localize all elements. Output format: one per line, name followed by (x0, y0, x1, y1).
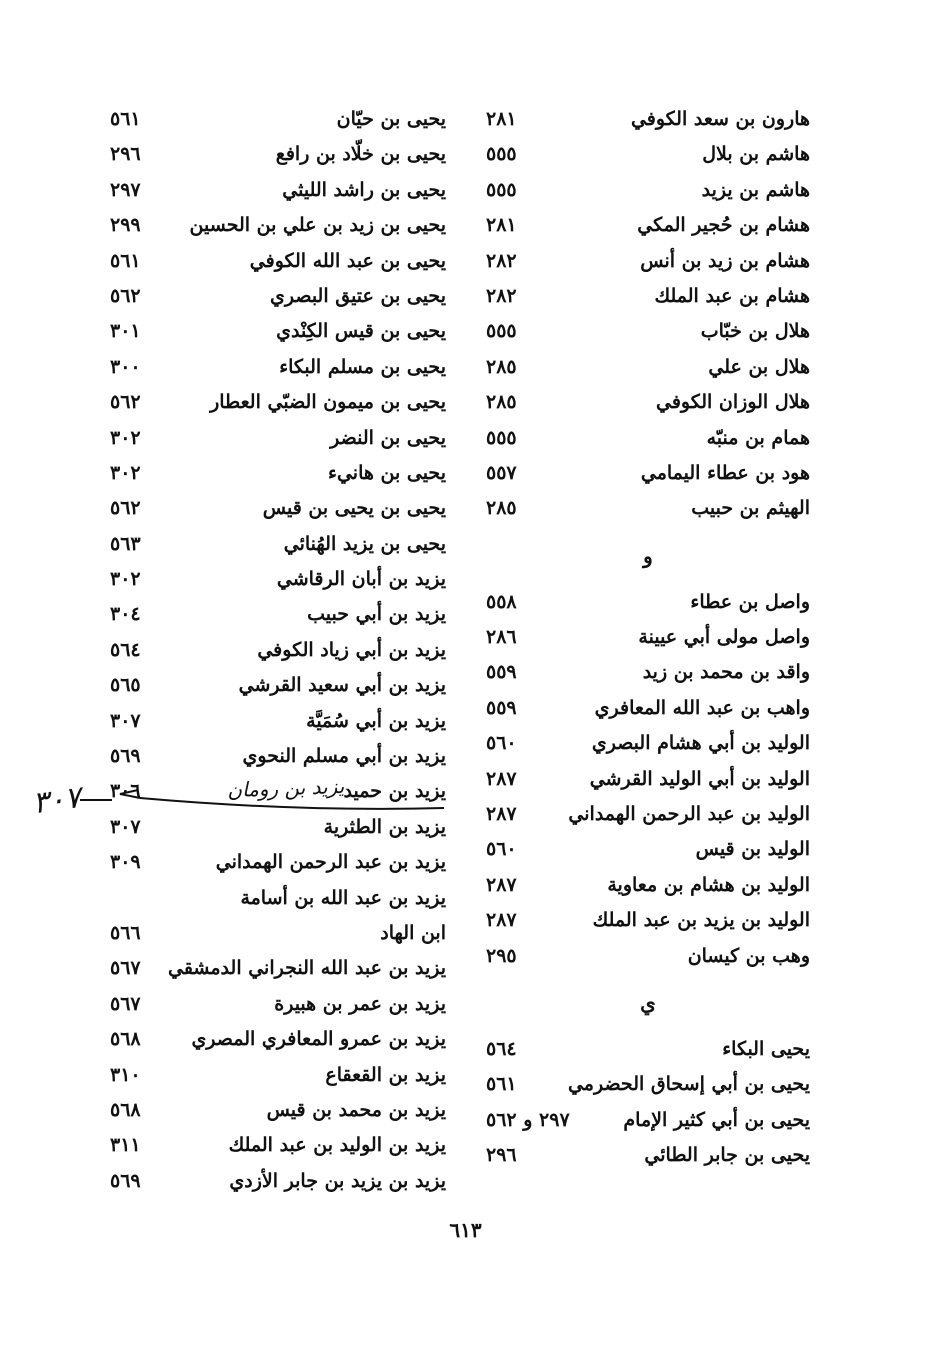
index-entry (110, 279, 446, 314)
index-entry (486, 421, 810, 456)
entry-page-number: ٥٥٥ (486, 320, 517, 343)
entry-name: يحيى بن جابر الطائي (644, 1144, 810, 1167)
entry-name: يزيد بن حميد (343, 780, 446, 803)
entry-page-number: ٢٩٧ (110, 178, 141, 201)
index-entry (110, 916, 446, 951)
entry-page-number: ٣٠١ (110, 320, 141, 343)
section-letter: و (643, 543, 653, 568)
entry-name: يحيى بن ميمون الضبّي العطار (210, 391, 446, 414)
entry-name: هلال بن خبّاب (700, 320, 810, 343)
entry-name: يزيد بن يزيد بن جابر الأزدي (229, 1169, 446, 1192)
entry-name: هشام بن حُجير المكي (637, 214, 810, 237)
index-entry (110, 1058, 446, 1093)
entry-name: يزيد بن عمرو المعافري المصري (191, 1028, 446, 1051)
entry-name: يحيى بن زيد بن علي بن الحسين (189, 214, 446, 237)
index-entry (110, 244, 446, 279)
entry-page-number: ٢٩٦ (486, 1144, 517, 1167)
entry-name: واقد بن محمد بن زيد (642, 661, 810, 684)
entry-page-number: ٥٦٢ (110, 497, 141, 520)
index-entry (110, 385, 446, 420)
page-number: ٦١٣ (449, 1218, 482, 1242)
entry-page-number: ٥٥٨ (486, 590, 517, 613)
entry-page-number: ٢٨٧ (486, 803, 517, 826)
index-entry (110, 102, 446, 137)
index-entry (486, 244, 810, 279)
entry-name: الوليد بن أبي هشام البصري (591, 732, 810, 755)
entry-name: الوليد بن هشام بن معاوية (607, 873, 810, 896)
entry-page-number: ٢٨١ (486, 214, 517, 237)
entry-name: يزيد بن عبد الله النجراني الدمشقي (167, 957, 446, 980)
entry-page-number: ٢٨٧ (486, 873, 517, 896)
entry-name: يحيى بن مسلم البكاء (279, 355, 446, 378)
entry-page-number: ٢٨٦ (486, 626, 517, 649)
index-entry (110, 137, 446, 172)
entry-page-number: ٢٨٢ (486, 249, 517, 272)
entry-page-number: ٥٦١ (486, 1073, 517, 1096)
entry-page-number: ٢٩٦ (110, 143, 141, 166)
entry-page-number: ٥٥٥ (486, 426, 517, 449)
entry-page-number: ٥٥٥ (486, 178, 517, 201)
index-entry (110, 491, 446, 526)
entry-page-number: ٣٠٦ (110, 780, 141, 803)
index-entry (486, 208, 810, 243)
annotation-handwritten-text: يزيد بن رومان (226, 773, 345, 803)
entry-name: الوليد بن يزيد بن عبد الملك (592, 909, 810, 932)
index-entry (110, 668, 446, 703)
entry-page-number: ٥٥٩ (486, 696, 517, 719)
index-entry (486, 868, 810, 903)
entry-name: واصل مولى أبي عيينة (638, 626, 810, 649)
index-entry (110, 350, 446, 385)
entry-name: يزيد بن أبي سُمَيَّة (306, 709, 446, 732)
entry-page-number: ٥٦٨ (110, 1028, 141, 1051)
index-entry (110, 845, 446, 880)
entry-page-number: ٥٦٧ (110, 992, 141, 1015)
entry-name: يحيى بن عبد الله الكوفي (249, 249, 446, 272)
index-entry (486, 1103, 810, 1138)
index-entry (110, 314, 446, 349)
entry-page-number: ٣٠٤ (110, 603, 141, 626)
entry-page-number: ٥٦٩ (110, 745, 141, 768)
entry-page-number: ٢٨٧ (486, 909, 517, 932)
index-entry (110, 421, 446, 456)
entry-page-number: ٢٩٥ (486, 944, 517, 967)
index-entry (486, 1067, 810, 1102)
index-entry (486, 832, 810, 867)
entry-page-number: ٥٦٧ (110, 957, 141, 980)
entry-name: هشام بن عبد الملك (654, 284, 810, 307)
index-entry (486, 1138, 810, 1173)
index-entry (110, 562, 446, 597)
index-entry (110, 208, 446, 243)
entry-page-number: ٥٦٠ (486, 838, 517, 861)
index-entry (486, 491, 810, 526)
entry-name: يحيى البكاء (722, 1037, 810, 1060)
index-column-right (486, 102, 810, 1174)
entry-page-number: ٥٦٨ (110, 1098, 141, 1121)
entry-page-number: ٣١٠ (110, 1063, 141, 1086)
entry-name: يزيد بن الطثرية (323, 815, 446, 838)
entry-page-number: ٥٦٤ (110, 638, 141, 661)
entry-name: يحيى بن أبي إسحاق الحضرمي (567, 1073, 810, 1096)
index-entry (110, 987, 446, 1022)
entry-name: هلال الوزان الكوفي (656, 391, 810, 414)
entry-name: يحيى بن هانيء (328, 461, 446, 484)
index-entry (486, 314, 810, 349)
index-column-left (110, 102, 446, 1199)
entry-page-number: ٥٦٣ (110, 532, 141, 555)
entry-page-number: ٢٨٥ (486, 497, 517, 520)
section-letter: ي (640, 990, 656, 1015)
entry-page-number: ٣٠٧ (110, 815, 141, 838)
entry-page-number: ٥٦٥ (110, 674, 141, 697)
index-entry (486, 585, 810, 620)
index-entry (110, 1164, 446, 1199)
index-entry (486, 655, 810, 690)
entry-name: وهب بن كيسان (687, 944, 810, 967)
index-entry (486, 762, 810, 797)
index-entry (110, 633, 446, 668)
entry-page-number: ٥٦٢ (110, 284, 141, 307)
entry-name: هاشم بن يزيد (701, 178, 810, 201)
entry-name: يزيد بن أبي حبيب (307, 603, 446, 626)
entry-name: يحيى بن قيس الكِنْدي (276, 320, 446, 343)
entry-page-number: ٢٩٧ و ٥٦٢ (486, 1108, 570, 1131)
entry-name: همام بن منبّه (706, 426, 810, 449)
entry-name: يحيى بن حيّان (336, 108, 446, 130)
entry-page-number: ٥٥٩ (486, 661, 517, 684)
entry-page-number: ٢٨٧ (486, 767, 517, 790)
entry-page-number: ٥٦٢ (110, 391, 141, 414)
entry-name: الوليد بن أبي الوليد القرشي (589, 767, 810, 790)
entry-page-number: ٥٥٧ (486, 461, 517, 484)
index-entry (110, 704, 446, 739)
entry-name: يزيد بن عبد الله بن أسامة (240, 886, 446, 909)
annotation-handwritten-page: ٣٠٧ (30, 779, 84, 822)
entry-page-number: ٣٠٢ (110, 568, 141, 591)
entry-name: ابن الهاد (380, 921, 446, 944)
entry-page-number: ٥٦٤ (486, 1037, 517, 1060)
index-entry (486, 137, 810, 172)
entry-page-number: ٥٥٥ (486, 143, 517, 166)
entry-name: يزيد بن الوليد بن عبد الملك (228, 1134, 446, 1157)
index-entry (486, 279, 810, 314)
entry-name: يحيى بن يزيد الهُنائي (283, 532, 446, 555)
entry-name: الوليد بن قيس (695, 838, 810, 861)
entry-name: يزيد بن محمد بن قيس (266, 1098, 446, 1121)
entry-name: يزيد بن أبي مسلم النحوي (242, 745, 446, 768)
entry-name: يحيى بن راشد الليثي (282, 178, 446, 201)
index-entry (110, 1128, 446, 1163)
index-entry (486, 102, 810, 137)
entry-name: يحيى بن أبي كثير الإمام (623, 1108, 810, 1131)
entry-page-number: ٥٦١ (110, 249, 141, 272)
index-entry (110, 597, 446, 632)
entry-page-number: ٣٠٢ (110, 426, 141, 449)
index-entry (486, 385, 810, 420)
section-letter-heading (486, 974, 810, 1032)
entry-name: هشام بن زيد بن أنس (640, 249, 810, 272)
index-entry (486, 1032, 810, 1067)
index-entry (110, 881, 446, 916)
index-entry (486, 903, 810, 938)
entry-page-number: ٢٨٢ (486, 284, 517, 307)
entry-name: الوليد بن عبد الرحمن الهمداني (568, 803, 810, 826)
entry-page-number: ٣٠٧ (110, 709, 141, 732)
index-entry (486, 350, 810, 385)
entry-name: يحيى بن يحيى بن قيس (262, 497, 446, 520)
entry-page-number: ٣٠٠ (110, 355, 141, 378)
index-entry (110, 810, 446, 845)
entry-name: يزيد بن القعقاع (325, 1063, 446, 1086)
entry-name: يحيى بن النضر (330, 426, 446, 449)
entry-page-number: ٣١١ (110, 1134, 141, 1157)
index-entry (110, 456, 446, 491)
entry-name: هاشم بن بلال (702, 143, 810, 166)
entry-name: يحيى بن خلّاد بن رافع (275, 143, 446, 166)
entry-page-number: ٥٦٦ (110, 921, 141, 944)
entry-page-number: ٢٨٥ (486, 391, 517, 414)
index-entry (110, 1022, 446, 1057)
index-entry (486, 939, 810, 974)
entry-name: هارون بن سعد الكوفي (630, 108, 810, 130)
index-entry (110, 951, 446, 986)
index-entry (110, 173, 446, 208)
entry-name: يزيد بن عمر بن هبيرة (274, 992, 446, 1015)
entry-page-number: ٥٦٩ (110, 1169, 141, 1192)
section-letter-heading (486, 527, 810, 585)
entry-page-number: ٢٩٩ (110, 214, 141, 237)
entry-page-number: ٣٠٩ (110, 851, 141, 874)
index-entry (486, 726, 810, 761)
index-entry (110, 774, 446, 809)
entry-name: هلال بن علي (708, 355, 810, 378)
entry-page-number: ٥٦١ (110, 108, 141, 130)
index-entry (110, 739, 446, 774)
entry-name: الهيثم بن حبيب (691, 497, 810, 520)
index-entry (486, 620, 810, 655)
entry-name: يحيى بن عتيق البصري (269, 284, 446, 307)
entry-name: يزيد بن أبي سعيد القرشي (238, 674, 446, 697)
entry-page-number: ٢٨١ (486, 108, 517, 130)
entry-name: يزيد بن أبي زياد الكوفي (257, 638, 446, 661)
index-entry (486, 797, 810, 832)
index-entry (486, 691, 810, 726)
index-entry (486, 456, 810, 491)
entry-name: يزيد بن أبان الرقاشي (276, 568, 446, 591)
index-entry (110, 1093, 446, 1128)
entry-name: واصل بن عطاء (690, 590, 810, 613)
entry-name: يزيد بن عبد الرحمن الهمداني (215, 851, 446, 874)
index-entry (486, 173, 810, 208)
entry-page-number: ٢٨٥ (486, 355, 517, 378)
index-entry (110, 527, 446, 562)
entry-page-number: ٣٠٢ (110, 461, 141, 484)
entry-page-number: ٥٦٠ (486, 732, 517, 755)
entry-name: هود بن عطاء اليمامي (640, 461, 810, 484)
entry-name: واهب بن عبد الله المعافري (594, 696, 810, 719)
